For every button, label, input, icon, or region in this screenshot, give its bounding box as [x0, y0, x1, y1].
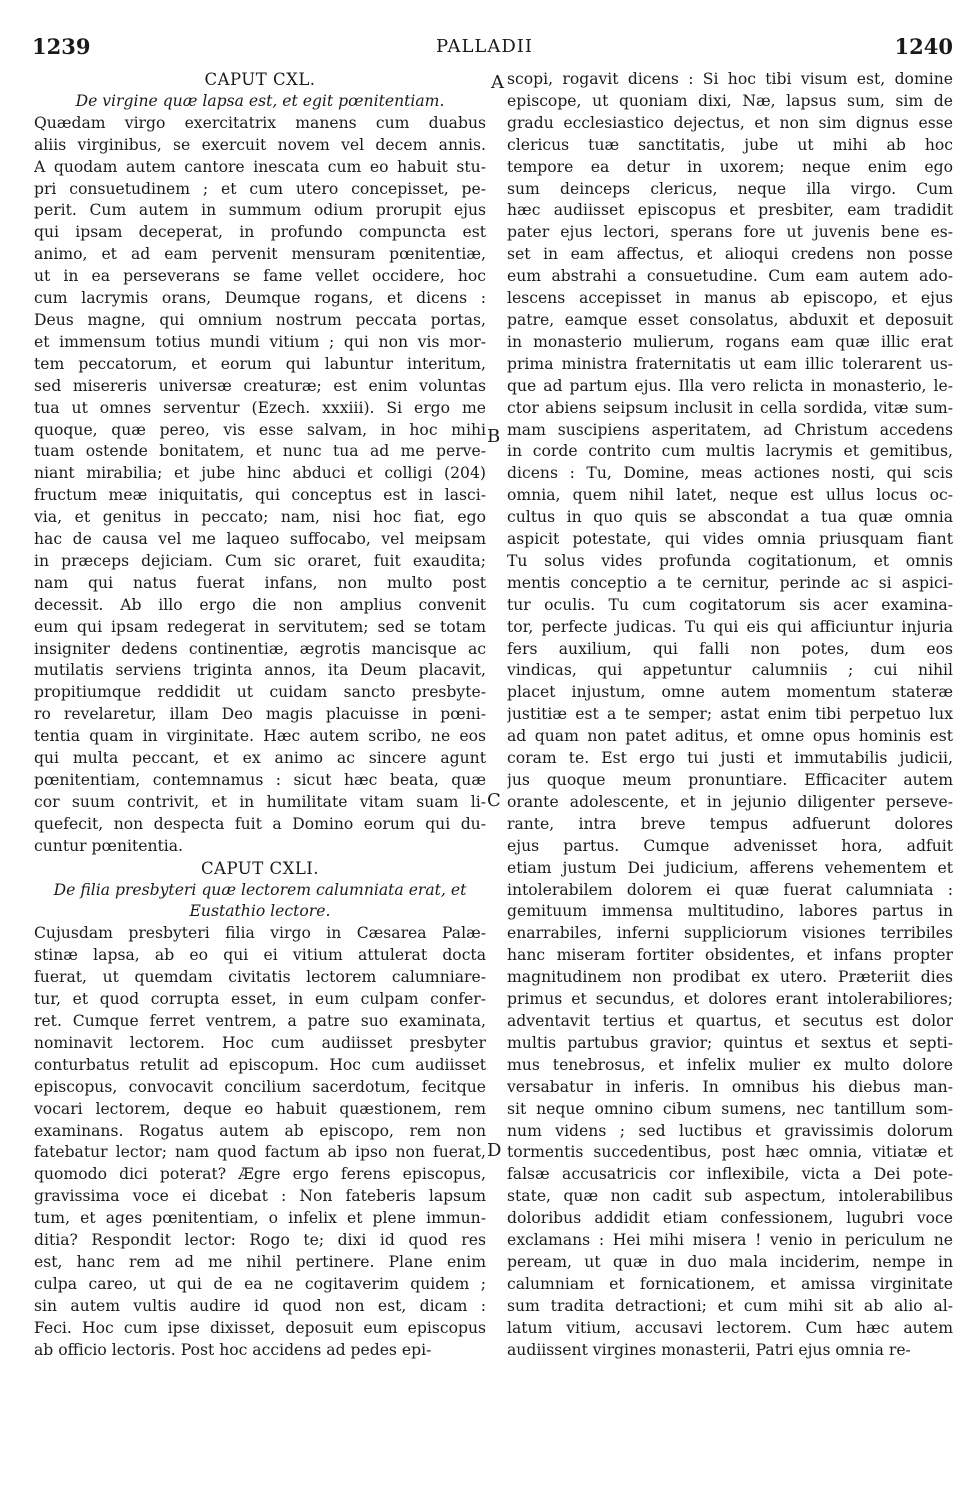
text-line: mutilatis serviens triginta annos, ita Deum placavit, [34, 661, 486, 680]
text-line: perit. Cum autem in summum odium prorupit ejus [34, 201, 486, 220]
text-line: latum vitium, accusavi lectorem. Cum hæc autem [507, 1318, 953, 1337]
text-line: episcope, ut quoniam dixi, Næ, lapsus sum, sim de [507, 91, 953, 110]
text-line: fructum meæ iniquitatis, qui conceptus est in lasci- [34, 486, 486, 505]
text-line: sum deinceps clericus, neque illa virgo. Cum [507, 179, 953, 198]
text-line: eum abstrahi a consuetudine. Cum eam autem ado- [507, 267, 953, 286]
text-line: insigniter dedens continentiæ, ægrotis mancisque ac [34, 639, 486, 658]
text-line: intolerabilem dolorem ei quæ fuerat calumniata : [507, 880, 953, 899]
page-number-right: 1240 [894, 34, 953, 59]
margin-marker-c: C [487, 790, 501, 811]
text-line: magnitudinem non prodibat ex utero. Præteriit dies [507, 968, 953, 987]
text-line: eum qui ipsam redegerat in servitutem; sed se totam [34, 617, 486, 636]
text-line: pater ejus lectori, sperans fore ut juvenis bene es- [507, 223, 953, 242]
text-line: tuam ostende bonitatem, et nunc tua ad me perve- [34, 442, 486, 461]
text-line: qui multa peccant, et ex animo ac sincere agunt [34, 749, 486, 768]
text-line: tur oculis. Tu cum cogitatorum sis acer examina- [507, 595, 953, 614]
text-line: cuntur pœnitentia. [34, 836, 184, 855]
text-line: patre, eamque esset consolatus, abduxit et deposuit [507, 310, 953, 329]
text-line: prima ministra fraternitatis ut eam illic tolerarent us- [507, 354, 953, 373]
text-line: tor, perfecte judicas. Tu qui eis qui afficiuntur injuria [507, 617, 953, 636]
text-line: orante adolescente, et in jejunio diligenter perseve- [507, 792, 953, 811]
text-line: falsæ accusatricis cor inflexibile, victa a Dei pote- [507, 1165, 953, 1184]
text-line: quefecit, non despecta fuit a Domino eorum qui du- [34, 814, 486, 833]
text-line: primus et secundus, et dolores erant intolerabiliores; [507, 990, 953, 1009]
text-line: ut in ea perseverans se fame vellet occidere, hoc [34, 267, 486, 286]
text-line: ditia? Respondit lector: Rogo te; dixi id quod res [34, 1231, 486, 1250]
text-line: conturbatus retulit ad episcopum. Hoc cum audiisset [34, 1055, 486, 1074]
text-line: gemituum immensa multitudino, labores partus in [507, 902, 953, 921]
text-line: animo, et ad eam pervenit mensuram pœnitentiæ, [34, 245, 486, 264]
text-line: tormentis succedentibus, post hæc omnia, vitiatæ et [507, 1143, 953, 1162]
chapter-title: CAPUT CXL. [204, 70, 316, 89]
text-line: audiissent virgines monasterii, Patri ejus omnia re- [507, 1340, 911, 1359]
text-line: est, hanc rem ad me nihil pertinere. Plane enim [34, 1252, 486, 1271]
text-line: fatebatur lector; nam quod factum ab ipso non fuerat, [34, 1143, 486, 1162]
text-line: sit neque omnino cibum sumens, nec tantillum som- [507, 1099, 953, 1118]
text-line: Feci. Hoc cum ipse dixisset, deposuit eum episcopus [34, 1318, 486, 1337]
text-line: propitiumque reddidit ut cuidam sancto presbyte- [34, 683, 486, 702]
chapter-subtitle: Eustathio lectore. [189, 902, 331, 921]
text-line: aliis virginibus, se exercuit novem vel decem annis. [34, 135, 486, 154]
text-line: dicens : Tu, Domine, meas actiones nosti, qui scis [507, 464, 953, 483]
text-line: mus tenebrosus, et infelix mulier ex multo dolore [507, 1055, 953, 1074]
text-line: vocari lectorem, deque eo habuit quæstionem, rem [34, 1099, 486, 1118]
text-line: hanc miseram fortiter obsidentes, et infans propter [507, 946, 953, 965]
text-line: set in eam affectus, et alioqui credens non posse [507, 245, 953, 264]
text-line: ret. Cumque ferret ventrem, a patre suo examinata, [34, 1011, 486, 1030]
margin-marker-d: D [487, 1140, 502, 1161]
chapter-title: CAPUT CXLI. [200, 858, 320, 878]
text-line: ejus partus. Cumque advenisset hora, adfuit [507, 836, 953, 855]
text-line: quoque, quæ pereo, vis esse salvam, in hoc mihi [34, 420, 486, 439]
text-line: stinæ lapsa, ab eo qui ei vitium attulerat docta [34, 946, 486, 965]
text-line: A quodam autem cantore inescata cum eo habuit stu- [34, 157, 486, 176]
text-line: tempore ea detur in uxorem; neque enim ego [507, 157, 953, 176]
text-line: tum, et ages pœnitentiam, o infelix et plene immun- [34, 1209, 486, 1228]
chapter-body [34, 923, 486, 1361]
text-line: calumniam et fornicationem, et amissa virginitate [507, 1274, 953, 1293]
text-line: scopi, rogavit dicens : Si hoc tibi visum est, domine [507, 70, 953, 88]
text-line: cultus in quo quis se abscondat a tua quæ omnia [507, 508, 953, 527]
text-line: clericus tuæ sanctitatis, jube ut mihi ab hoc [507, 135, 953, 154]
text-line: hac de causa vel me laqueo suffocabo, vel meipsam [34, 530, 486, 549]
text-line: fers auxilium, qui falli non potes, dum eos [507, 639, 953, 658]
text-line: quomodo dici poterat? Ægre ergo ferens episcopus, [34, 1165, 486, 1184]
text-line: mam suscipiens asperitatem, ad Christum accedens [507, 420, 953, 439]
text-line: episcopus, convocavit concilium sacerdotum, fecitque [34, 1077, 486, 1096]
text-line: gradu ecclesiastico dejectus, et non sim dignus esse [507, 113, 953, 132]
text-line: aspicit potestate, qui vides omnia priusquam fiant [507, 530, 953, 549]
left-column [34, 69, 486, 1361]
text-line: tentia quam in virginitate. Hæc autem scribo, ne eos [34, 727, 486, 746]
text-line: num videns ; sed luctibus et gravissimis dolorum [507, 1121, 953, 1140]
text-line: nominavit lectorem. Hoc cum audiisset presbyter [34, 1033, 486, 1052]
text-line: pri consuetudinem ; et cum utero concepisset, pe- [34, 179, 486, 198]
text-line: doloribus addidit etiam confessionem, lugubri voce [507, 1209, 953, 1228]
text-line: rante, intra breve tempus adfuerunt dolores [507, 814, 953, 833]
chapter-body [34, 113, 486, 858]
text-line: coram te. Est ergo tui justi et immutabilis judicii, [507, 749, 953, 768]
text-line: sum tradita detractioni; et cum mihi sit ab alio al- [507, 1296, 953, 1315]
text-line: ab officio lectoris. Post hoc accidens ad pedes epi- [34, 1340, 432, 1359]
page-number-left: 1239 [32, 34, 91, 59]
text-line: et immensum totius mundi vitium ; qui non vis mor- [34, 332, 486, 351]
chapter-subtitle: De virgine quæ lapsa est, et egit pœnitentiam. [75, 91, 445, 110]
text-line: enarrabiles, inferni suppliciorum visiones terribiles [507, 924, 953, 943]
text-line: jus quoque meum pronuntiare. Efficaciter autem [507, 771, 953, 789]
text-line: sed misereris universæ creaturæ; est enim voluntas [34, 376, 486, 395]
text-line: cum lacrymis orans, Deumque rogans, et dicens : [34, 289, 486, 308]
text-line: hæc audiisset episcopus et presbiter, eam tradidit [507, 201, 953, 220]
text-line: pœnitentiam, contemnamus : sicut hæc beata, quæ [34, 771, 486, 789]
margin-marker-a: A [491, 72, 504, 93]
text-line: via, et genitus in peccato; nam, nisi hoc fiat, ego [34, 508, 486, 527]
text-line: Deus magne, qui omnium nostrum peccata portas, [34, 310, 486, 329]
text-line: qui ipsam deceperat, in profundo compuncta est [34, 223, 486, 242]
text-line: Tu solus vides profunda cogitationum, et omnis [507, 551, 953, 570]
margin-marker-b: B [487, 426, 501, 447]
text-line: state, quæ non cadit sub aspectum, intolerabilibus [507, 1187, 953, 1206]
text-line: niant mirabilia; et jube hinc abduci et colligi (204) [34, 464, 486, 483]
text-line: omnia, quem nihil latet, neque est ullus locus oc- [507, 486, 953, 505]
text-line: Cujusdam presbyteri filia virgo in Cæsarea Palæ- [34, 924, 486, 943]
text-line: exclamans : Hei mihi misera ! venio in periculum ne [507, 1231, 953, 1250]
text-line: que ad partum ejus. Illa vero relicta in monasterio, le- [507, 376, 953, 395]
text-line: sin autem vultis audire id quod non est, dicam : [34, 1296, 486, 1315]
text-line: culpa careo, ut qui de ea ne cogitaverim quidem ; [34, 1274, 486, 1293]
column-body [507, 69, 953, 1361]
text-line: adventavit tertius et quartus, et secutus est dolor [507, 1011, 953, 1030]
text-line: versabatur in inferis. In omnibus his diebus man- [507, 1077, 953, 1096]
text-line: ad quam non patet aditus, et omne opus hominis est [507, 727, 953, 746]
text-line: etiam justum Dei judicium, afferens vehementem et [507, 858, 953, 877]
page-header [0, 34, 969, 64]
text-line: tem peccatorum, et eorum qui labuntur interitum, [34, 354, 486, 373]
right-column [507, 69, 953, 1361]
text-line: ro revelaretur, illam Deo magis placuisse in pœni- [34, 705, 486, 724]
text-line: lescens accepisset in manus ab episcopo, et ejus [507, 289, 953, 308]
text-line: mentis conceptio a te cernitur, perinde ac si aspici- [507, 573, 953, 592]
text-line: in corde contrito cum multis lacrymis et gemitibus, [507, 442, 953, 461]
text-line: ctor abiens seipsum inclusit in cella sordida, vitæ sum- [507, 398, 953, 417]
text-line: Quædam virgo exercitatrix manens cum duabus [34, 113, 486, 132]
text-line: peream, ut quæ in duo mala inciderim, nempe in [507, 1252, 953, 1271]
text-line: gravissima voce ei dicebat : Non fateberis lapsum [34, 1187, 486, 1206]
text-line: tur, et quod corrupta esset, in eum culpam confer- [34, 990, 486, 1009]
chapter-subtitle: De filia presbyteri quæ lectorem calumniata erat, et [53, 880, 467, 899]
text-line: fuerat, ut quemdam civitatis lectorem calumniare- [34, 968, 486, 987]
text-line: examinans. Rogatus autem ab episcopo, rem non [34, 1121, 486, 1140]
text-line: nam qui natus fuerat infans, non multo post [34, 573, 486, 592]
text-line: placet injustum, omne autem momentum stateræ [507, 683, 953, 702]
text-line: vindicas, qui appetuntur calumniis ; cui nihil [507, 661, 953, 680]
text-line: decessit. Ab illo ergo die non amplius convenit [34, 595, 486, 614]
text-line: tua ut omnes serventur (Ezech. xxxiii). Si ergo me [34, 398, 486, 417]
text-line: justitiæ est a te semper; astat enim tibi perpetuo lux [507, 705, 953, 724]
running-title: PALLADII [435, 36, 533, 57]
text-line: in præceps dejiciam. Cum sic oraret, fuit exaudita; [34, 551, 486, 570]
text-line: cor suum contrivit, et in humilitate vitam suam li- [34, 792, 486, 811]
text-line: multis partubus gravior; quintus et sextus et septi- [507, 1033, 953, 1052]
text-line: in monasterio mulierum, rogans eam quæ illic erat [507, 332, 953, 351]
